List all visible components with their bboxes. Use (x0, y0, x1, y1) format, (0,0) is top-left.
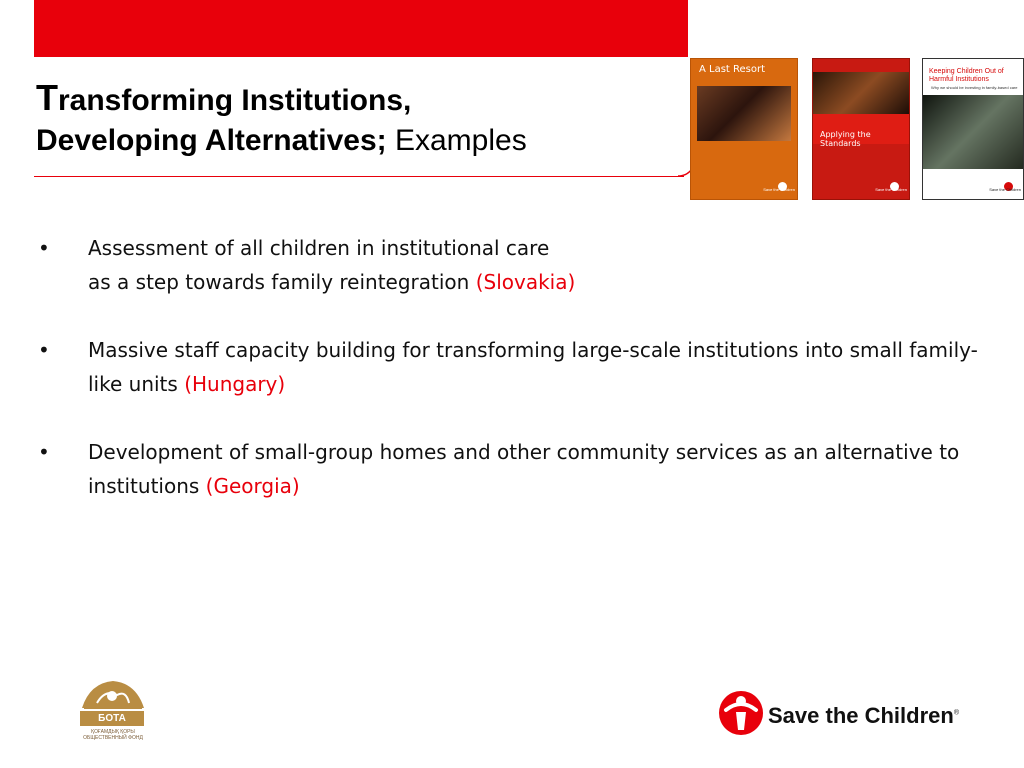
child-photo (813, 72, 909, 114)
save-the-children-logo-icon (716, 688, 766, 738)
title-line-2-bold: Developing Alternatives; (36, 124, 387, 157)
bullet-text (88, 333, 988, 401)
bullet-item-hungary (38, 333, 988, 401)
book-cover-applying-the-standards (812, 58, 910, 200)
bota-logo-name: БОТА (80, 711, 144, 726)
bota-caption-line-2: ОБЩЕСТВЕННЫЙ ФОНД (83, 735, 143, 741)
book-subtitle: Why we should be investing in family-based care (931, 85, 1018, 90)
book-publisher: Save the Children (989, 187, 1021, 192)
bullet-point: • (38, 236, 50, 260)
book-publisher: Save the Children (763, 187, 795, 192)
bullet-list (38, 231, 988, 537)
child-photo (697, 86, 791, 141)
bota-logo-caption (78, 729, 148, 741)
country-label: (Hungary) (184, 372, 286, 396)
top-red-bar (34, 0, 688, 57)
book-cover-keeping-children-out (922, 58, 1024, 200)
bullet-item-georgia (38, 435, 988, 503)
book-cover-a-last-resort (690, 58, 798, 200)
bullet-text (88, 231, 988, 299)
title-underline (34, 176, 684, 177)
title-line-2-regular: Examples (394, 124, 527, 157)
bullet-text-line-2: as a step towards family reintegration (88, 270, 470, 294)
bullet-item-slovakia (38, 231, 988, 299)
bota-caption-line-1: ҚОҒАМДЫҚ ҚОРЫ (91, 729, 135, 735)
slide-title (36, 78, 527, 161)
country-label: (Georgia) (205, 474, 300, 498)
title-line-1: ransforming Institutions, (58, 84, 412, 117)
bullet-text-line-1: Assessment of all children in institutional care (88, 236, 550, 260)
bullet-point: • (38, 338, 50, 362)
save-the-children-wordmark: Save the Children (768, 703, 954, 728)
book-publisher: Save the Children (875, 187, 907, 192)
save-the-children-logo-text (768, 703, 959, 729)
bullet-point: • (38, 440, 50, 464)
bullet-text (88, 435, 988, 503)
child-photo (923, 95, 1023, 169)
bullet-text-main: Development of small-group homes and other community services as an alternative to institutions (88, 440, 960, 498)
registered-mark: ® (953, 709, 960, 717)
country-label: (Slovakia) (475, 270, 576, 294)
title-first-letter: T (36, 77, 58, 118)
book-title: Applying the Standards (820, 130, 871, 148)
bullet-text-main: Massive staff capacity building for transforming large-scale institutions into small family-like units (88, 338, 978, 396)
book-title: Keeping Children Out of Harmful Institutions (929, 68, 1004, 83)
book-title: A Last Resort (699, 64, 766, 75)
